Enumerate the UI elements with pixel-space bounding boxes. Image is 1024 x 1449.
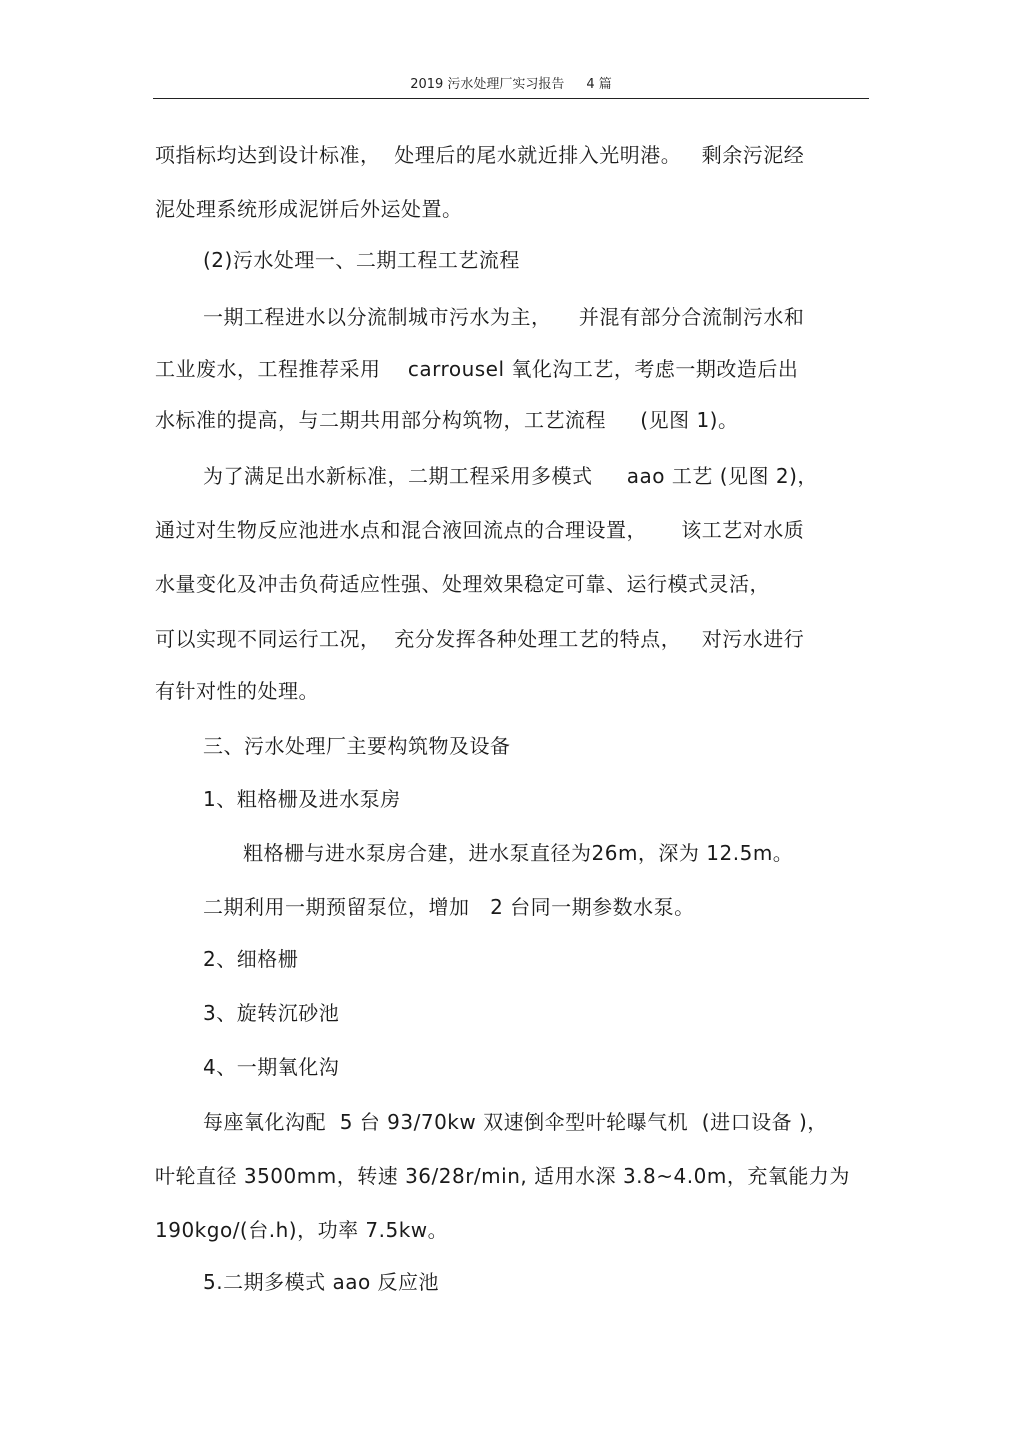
body-line-14: 粗格栅与进水泵房合建，进水泵直径为26m，深为 12.5m。 — [243, 841, 794, 865]
body-line-21: 190kgo/(台.h)，功率 7.5kw。 — [155, 1218, 449, 1242]
body-line-5: 工业废水，工程推荐采用 carrousel 氧化沟工艺，考虑一期改造后出 — [155, 357, 799, 381]
page-header — [153, 74, 869, 99]
section-heading-process: (2)污水处理一、二期工程工艺流程 — [203, 248, 520, 272]
body-line-4: 一期工程进水以分流制城市污水为主， 并混有部分合流制污水和 — [203, 305, 805, 329]
header-title: 2019 污水处理厂实习报告 — [410, 77, 565, 92]
body-line-7: 为了满足出水新标准，二期工程采用多模式 aao 工艺 (见图 2)， — [203, 464, 818, 488]
subheading-aao-reactor: 5.二期多模式 aao 反应池 — [203, 1270, 440, 1294]
body-line-8: 通过对生物反应池进水点和混合液回流点的合理设置， 该工艺对水质 — [155, 518, 805, 542]
body-line-9: 水量变化及冲击负荷适应性强、处理效果稳定可靠、运行模式灵活， — [155, 572, 770, 596]
body-line-10: 可以实现不同运行工况， 充分发挥各种处理工艺的特点， 对污水进行 — [155, 627, 805, 651]
body-line-20: 叶轮直径 3500mm，转速 36/28r/min, 适用水深 3.8~4.0m，充氧能力为 — [155, 1164, 850, 1188]
subheading-coarse-screen: 1、粗格栅及进水泵房 — [203, 787, 401, 811]
section-heading-structures: 三、污水处理厂主要构筑物及设备 — [203, 734, 511, 758]
subheading-oxidation-ditch: 4、一期氧化沟 — [203, 1055, 340, 1079]
subheading-fine-screen: 2、细格栅 — [203, 947, 299, 971]
body-line-2: 泥处理系统形成泥饼后外运处置。 — [155, 197, 463, 221]
body-line-15: 二期利用一期预留泵位，增加 2 台同一期参数水泵。 — [203, 895, 695, 919]
body-line-19: 每座氧化沟配 5 台 93/70kw 双速倒伞型叶轮曝气机 (进口设备 )， — [203, 1110, 828, 1134]
subheading-grit-chamber: 3、旋转沉砂池 — [203, 1001, 340, 1025]
body-line-6: 水标准的提高，与二期共用部分构筑物，工艺流程 (见图 1)。 — [155, 408, 739, 432]
header-count: 4 篇 — [586, 77, 612, 92]
body-line-11: 有针对性的处理。 — [155, 679, 319, 703]
body-line-1: 项指标均达到设计标准， 处理后的尾水就近排入光明港。 剩余污泥经 — [155, 143, 805, 167]
